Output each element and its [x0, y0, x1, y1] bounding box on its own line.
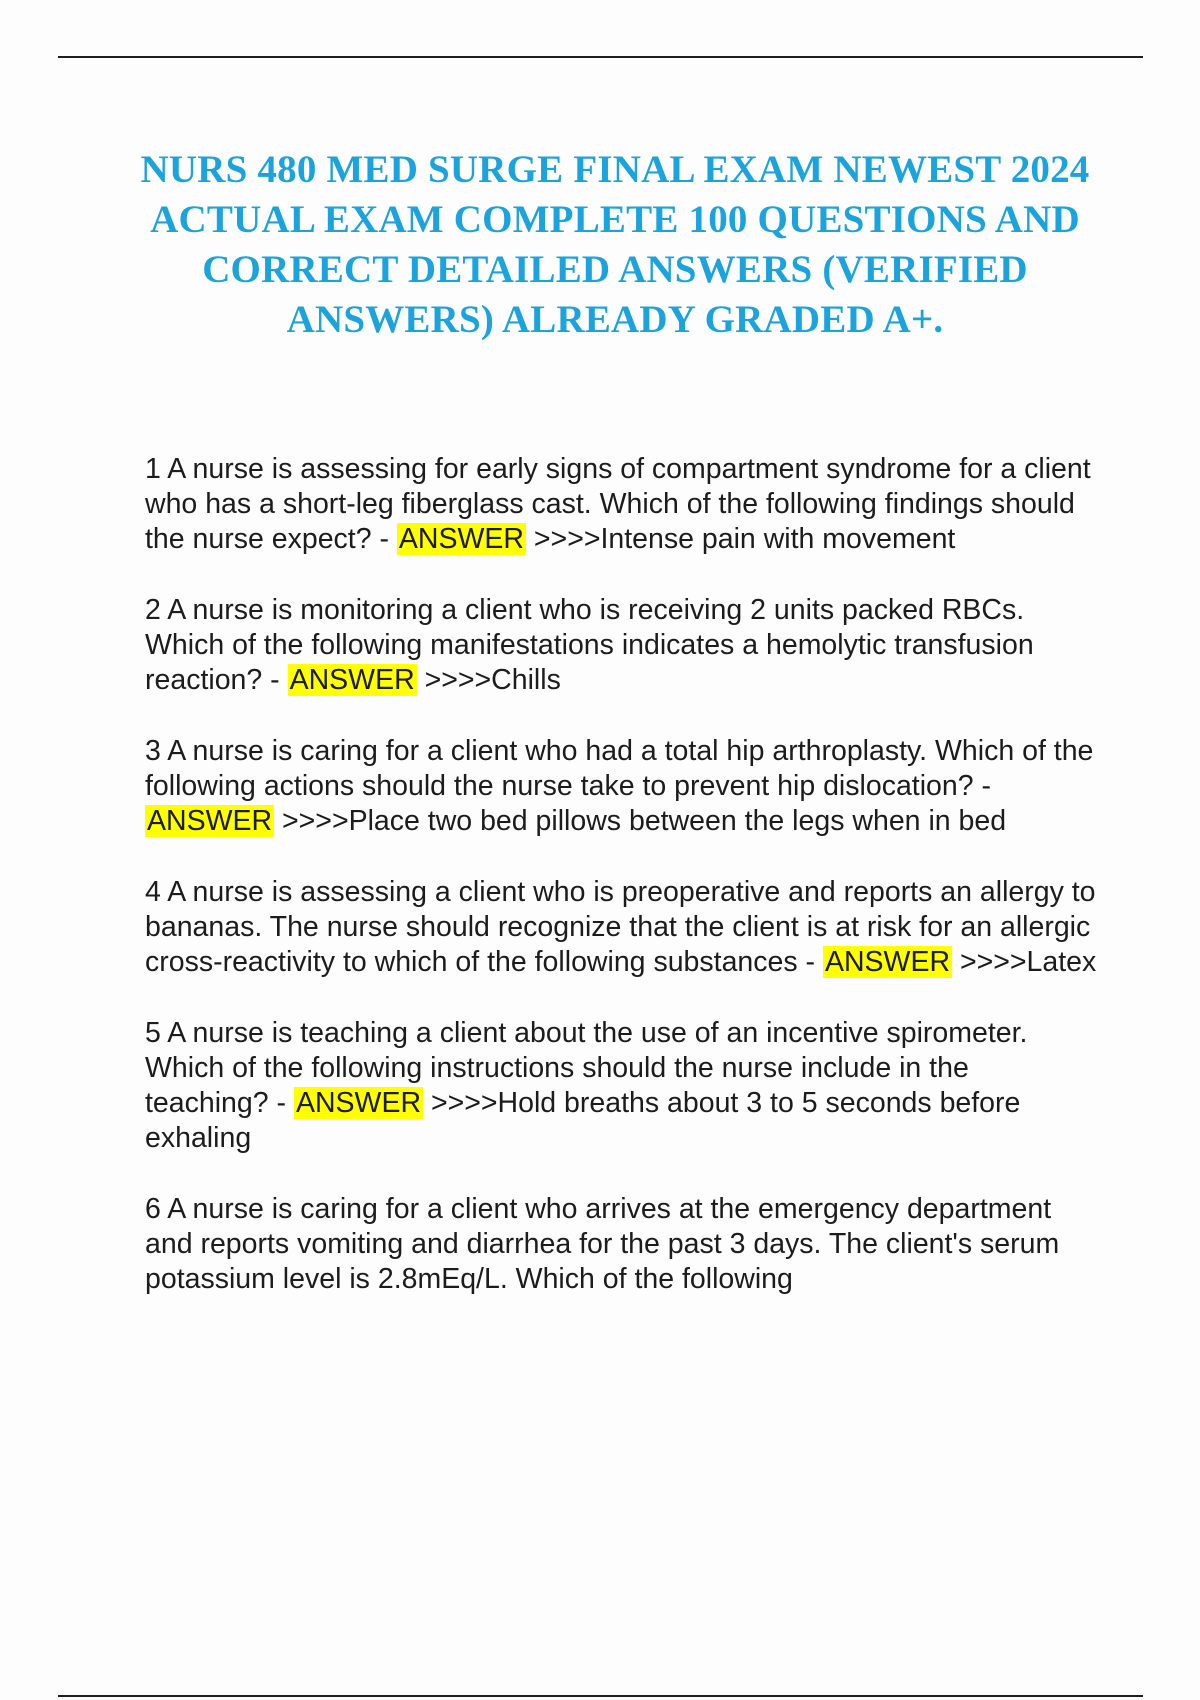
answer-highlight: ANSWER: [147, 805, 273, 837]
top-rule: [58, 56, 1143, 58]
answer-text: >>>>Hold breaths about 3 to 5 seconds before exhaling: [145, 1087, 1021, 1154]
document-title: NURS 480 MED SURGE FINAL EXAM NEWEST 2024 ACTUAL EXAM COMPLETE 100 QUESTIONS AND CORRECT DETAILED ANSWERS (VERIFIED ANSWERS) ALREADY GRADED A+.: [140, 148, 1090, 341]
question-text: 2 A nurse is monitoring a client who is receiving 2 units packed RBCs. Which of the following manifestations indicates a hemolytic transfusion reaction? -: [145, 594, 1034, 696]
question-text: 1 A nurse is assessing for early signs of compartment syndrome for a client who has a short-leg fiberglass cast. Which of the following findings should the nurse expect? -: [145, 453, 1091, 555]
answer-highlight: ANSWER: [398, 523, 524, 555]
question-item-4: [145, 875, 1100, 980]
answer-text: >>>>Place two bed pillows between the legs when in bed: [274, 805, 1007, 837]
answer-highlight: ANSWER: [289, 664, 415, 696]
question-list: [145, 452, 1100, 1333]
answer-highlight: ANSWER: [824, 946, 951, 978]
answer-highlight: ANSWER: [295, 1087, 422, 1119]
answer-text: >>>>Latex: [952, 946, 1097, 978]
answer-text: >>>>Intense pain with movement: [526, 523, 956, 555]
question-item-6: [145, 1192, 1100, 1297]
question-item-3: [145, 734, 1100, 839]
question-text: 3 A nurse is caring for a client who had a total hip arthroplasty. Which of the following actions should the nurse take to prevent hip dislocation? -: [145, 735, 1094, 802]
question-item-2: [145, 593, 1100, 698]
question-text: 4 A nurse is assessing a client who is preoperative and reports an allergy to bananas. The nurse should recognize that the client is at risk for an allergic cross-reactivity to which of the following substances -: [145, 876, 1096, 978]
bottom-rule: [58, 1695, 1143, 1697]
question-text: 5 A nurse is teaching a client about the use of an incentive spirometer. Which of the following instructions should the nurse include in the teaching? -: [145, 1017, 1028, 1119]
question-item-5: [145, 1016, 1100, 1156]
question-item-1: [145, 452, 1100, 557]
answer-text: >>>>Chills: [416, 664, 561, 696]
question-text: 6 A nurse is caring for a client who arrives at the emergency department and reports vomiting and diarrhea for the past 3 days. The client's serum potassium level is 2.8mEq/L. Which of the following: [145, 1193, 1060, 1295]
